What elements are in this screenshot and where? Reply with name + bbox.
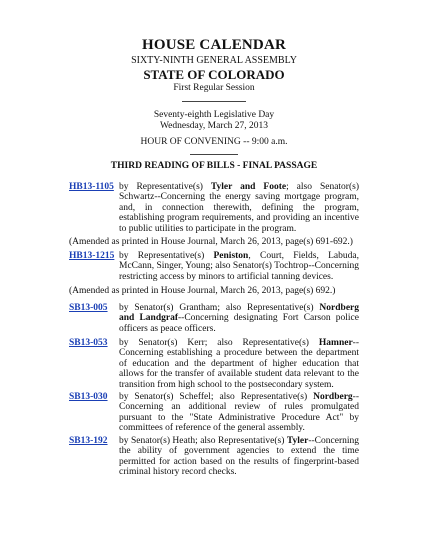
legislative-day: Seventy-eighth Legislative Day [153, 110, 275, 120]
state-name: STATE OF COLORADO [143, 67, 285, 82]
bill-summary: ; also Senator(s) Schwartz--Concerning the energy saving mortgage program, and, in connection therewith, defining the program, establishing program requirements, and providing an incentive to public utilities to participate in the program. [119, 182, 359, 234]
bill-sponsor-prefix: by Senator(s) Kerr; also Representative(s) [119, 338, 319, 348]
bill-prime-sponsor: Tyler and Foote [210, 182, 287, 192]
bill-link[interactable]: SB13-053 [69, 338, 108, 348]
session-name: First Regular Session [173, 83, 255, 93]
bill-prime-sponsor: Hamner [318, 338, 353, 348]
legislative-day-block [0, 110, 428, 131]
bill-summary: --Concerning designating Fort Carson police officers as peace officers. [119, 313, 359, 334]
hour-of-convening: HOUR OF CONVENING -- 9:00 a.m. [140, 137, 288, 147]
bill-link[interactable]: SB13-192 [69, 436, 108, 446]
assembly-name: SIXTY-NINTH GENERAL ASSEMBLY [131, 55, 297, 66]
bill-description [119, 392, 359, 434]
amendment-note: (Amended as printed in House Journal, March 26, 2013, page(s) 691-692.) [69, 237, 353, 247]
bill-sponsor-prefix: by Senator(s) Scheffel; also Representative(s) [119, 392, 314, 402]
bill-sponsor-prefix: by Senator(s) Heath; also Representative(s) [119, 436, 287, 446]
bill-prime-sponsor: Tyler [286, 436, 309, 446]
bill-prime-sponsor: Peniston [213, 251, 249, 261]
amendment-note: (Amended as printed in House Journal, March 26, 2013, page(s) 692.) [69, 286, 336, 296]
calendar-title: HOUSE CALENDAR [141, 37, 287, 53]
bill-description [119, 303, 359, 334]
bill-summary: --Concerning establishing a procedure between the department of education and the department of higher education that allows for the transfer of available student data relevant to the transition from high school to the postsecondary system. [119, 338, 359, 390]
bill-summary: --Concerning the ability of government agencies to extend the time permitted for action based on the results of fingerprint-based criminal history record checks. [119, 436, 359, 478]
section-title: THIRD READING OF BILLS - FINAL PASSAGE [110, 161, 318, 171]
bill-prime-sponsor: Nordberg [313, 392, 353, 402]
bill-link[interactable]: HB13-1105 [69, 182, 114, 192]
bill-description [119, 338, 359, 390]
calendar-date: Wednesday, March 27, 2013 [159, 120, 269, 131]
bill-link[interactable]: SB13-005 [69, 303, 108, 313]
bill-link[interactable]: SB13-030 [69, 392, 108, 402]
bill-prime-sponsor: Nordberg and Landgraf [119, 303, 359, 324]
bill-summary: , Court, Fields, Labuda, McCann, Singer, Young; also Senator(s) Tochtrop--Concerning restricting access by minors to artificial tanning devices. [119, 251, 359, 282]
bill-sponsor-prefix: by Representative(s) [119, 182, 211, 192]
header-divider [182, 101, 246, 102]
bill-description [119, 182, 359, 234]
bill-link[interactable]: HB13-1215 [69, 251, 115, 261]
bill-summary: --Concerning an additional review of rules promulgated pursuant to the "State Administrative Procedure Act" by committees of reference of the general assembly. [119, 392, 359, 434]
convening-divider [190, 154, 238, 155]
bill-description [119, 251, 359, 282]
bill-description [119, 436, 359, 478]
bill-sponsor-prefix: by Senator(s) Grantham; also Representative(s) [119, 303, 320, 313]
bill-sponsor-prefix: by Representative(s) [119, 251, 214, 261]
